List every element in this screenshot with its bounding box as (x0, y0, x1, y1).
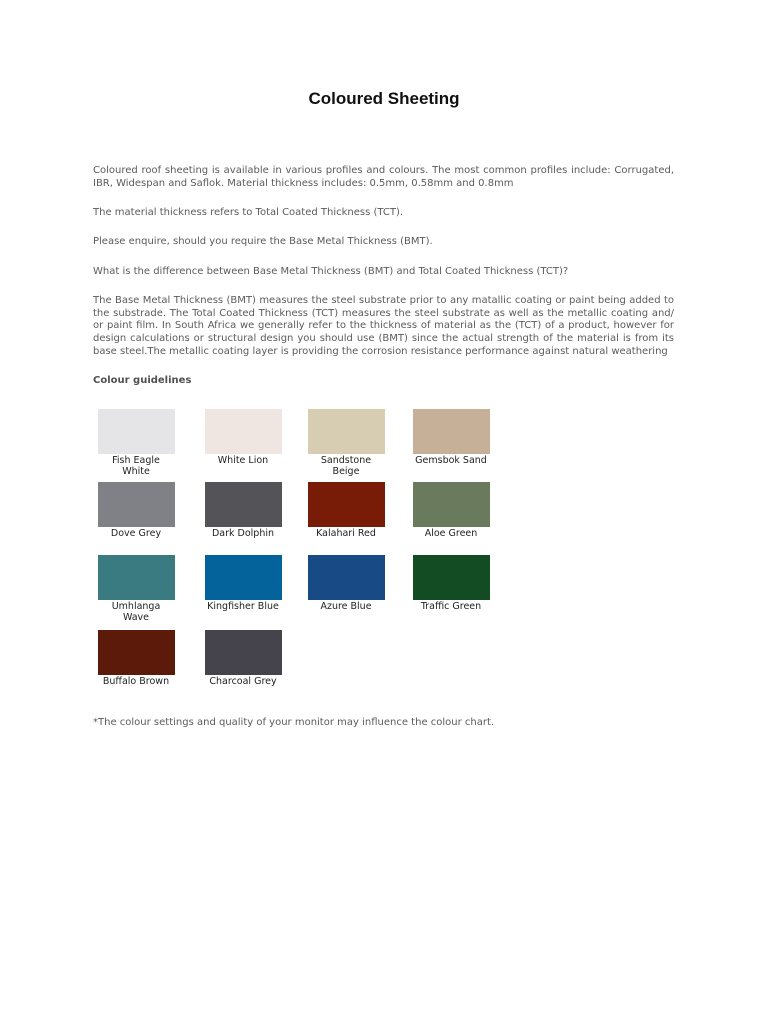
page-title: Coloured Sheeting (308, 89, 460, 108)
swatch-chip (98, 409, 175, 454)
explanation-paragraph: The Base Metal Thickness (BMT) measures the steel substrate prior to any matallic coating or paint being added to the substrade. The Total Coated Thickness (TCT) measures the steel substrate as well as the metallic coating and/ or paint film. In South Africa we generally refer to the thickness of material as the (TCT) of a product, however for design calculations or structural design you should use (BMT) since the actual strength of the material is from its base steel.The metallic coating layer is providing the corrosion resistance performance against natural weathering (93, 295, 674, 357)
swatch-chip (98, 555, 175, 600)
swatch-chip (308, 409, 385, 454)
swatch-label: White Lion (217, 455, 269, 466)
swatch-kalahari-red (300, 478, 392, 553)
tct-paragraph: The material thickness refers to Total Coated Thickness (TCT). (93, 207, 404, 218)
swatch-dark-dolphin (197, 478, 289, 553)
swatch-label: Umhlanga Wave (111, 601, 161, 623)
swatch-kingfisher-blue (197, 551, 289, 626)
swatch-chip (413, 555, 490, 600)
intro-paragraph: Coloured roof sheeting is available in various profiles and colours. The most common profiles include: Corrugated, IBR, Widespan and Saflok. Material thickness includes: 0.5mm, 0.58mm and 0.8mm (93, 165, 674, 189)
swatch-label: Traffic Green (420, 601, 482, 612)
swatch-label: Aloe Green (424, 528, 478, 539)
swatch-dove-grey (90, 478, 182, 553)
swatch-fish-eagle-white (90, 405, 182, 480)
swatch-aloe-green (405, 478, 497, 553)
swatch-chip (205, 630, 282, 675)
swatch-traffic-green (405, 551, 497, 626)
swatch-chip (308, 482, 385, 527)
swatch-label: Sandstone Beige (320, 455, 372, 477)
colour-guidelines-heading: Colour guidelines (93, 375, 192, 386)
swatch-chip (98, 482, 175, 527)
swatch-label: Kalahari Red (316, 528, 376, 539)
swatch-label: Fish Eagle White (112, 455, 160, 477)
swatch-label: Dove Grey (110, 528, 162, 539)
colour-swatch-grid (90, 405, 510, 695)
swatch-chip (413, 409, 490, 454)
swatch-label: Gemsbok Sand (415, 455, 487, 466)
swatch-chip (205, 555, 282, 600)
swatch-chip (308, 555, 385, 600)
swatch-umhlanga-wave (90, 551, 182, 626)
enquire-paragraph: Please enquire, should you require the Base Metal Thickness (BMT). (93, 236, 433, 247)
swatch-white-lion (197, 405, 289, 480)
swatch-sandstone-beige (300, 405, 392, 480)
colour-chart-footnote: *The colour settings and quality of your monitor may influence the colour chart. (93, 717, 495, 728)
question-paragraph: What is the difference between Base Metal Thickness (BMT) and Total Coated Thickness (TCT)? (93, 266, 569, 277)
swatch-chip (205, 409, 282, 454)
swatch-label: Charcoal Grey (209, 676, 277, 687)
swatch-label: Azure Blue (320, 601, 372, 612)
swatch-chip (98, 630, 175, 675)
swatch-gemsbok-sand (405, 405, 497, 480)
swatch-azure-blue (300, 551, 392, 626)
swatch-chip (413, 482, 490, 527)
swatch-charcoal-grey (197, 626, 289, 701)
swatch-label: Dark Dolphin (211, 528, 275, 539)
swatch-label: Kingfisher Blue (207, 601, 279, 612)
swatch-label: Buffalo Brown (102, 676, 170, 687)
swatch-chip (205, 482, 282, 527)
swatch-buffalo-brown (90, 626, 182, 701)
